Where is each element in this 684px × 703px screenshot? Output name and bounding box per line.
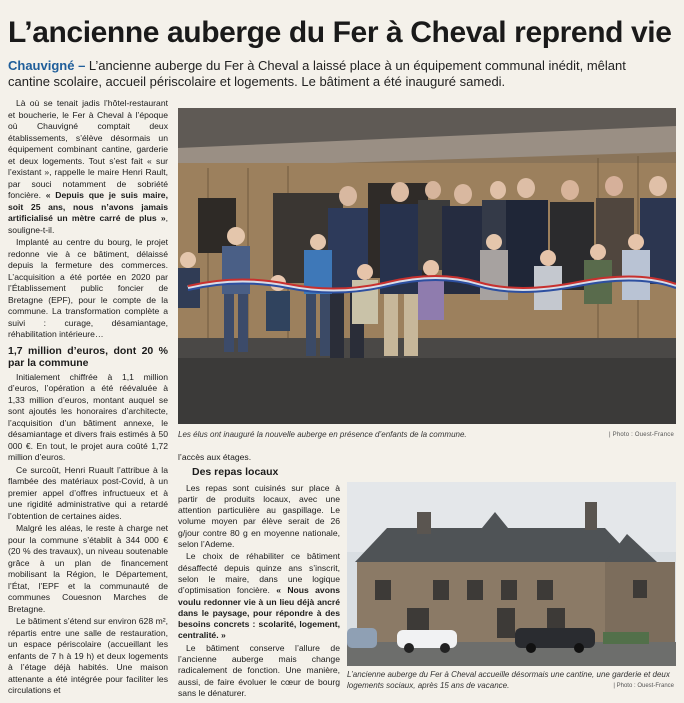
paragraph: Ce surcoût, Henri Ruault l’attribue à la flambée des matériaux post-Covid, à un premier appel d’offres infructueux et à une rigidité administrative qui a retardé l’obtention de certaines aides. xyxy=(8,464,168,521)
paragraph: Le bâtiment s’étend sur environ 628 m², répartis entre une salle de restauration, un espace périscolaire (accueillant les enfants de 7 h à 19 h) et deux logements à l’étage déjà habités. Une maison attenante a été intégrée pour faciliter les circulations et xyxy=(8,616,168,695)
paragraph: Le choix de réhabiliter ce bâtiment désaffecté depuis quinze ans s’inscrit, selon le maire, dans une logique d’optimisation foncière. « Nous avons voulu redonner vie à un lieu déjà ancré dans le paysage, pour répondre à des besoins concrets : scolarité, logement, centralité. » xyxy=(178,551,340,641)
section-subhead: Des repas locaux xyxy=(192,466,279,479)
middle-text-column xyxy=(178,452,340,703)
inauguration-photo xyxy=(178,108,676,424)
building-photo-credit: | Photo : Ouest-France xyxy=(613,683,674,689)
section-subhead: 1,7 million d’euros, dont 20 % par la commune xyxy=(8,344,168,369)
paragraph: Initialement chiffrée à 1,1 million d’euros, l’opération a été réévaluée à 1,33 million d’euros, montant auquel se sont ajoutés les honoraires d’architecte, l’acquisition d’un bâtiment annexe, le désamiantage et divers frais estimés à 50 000 €. En tout, le projet aura coûté 1,72 million d’euros. xyxy=(8,371,168,462)
mayor-quote: « Depuis que je suis maire, soit 25 ans, nous n’avons jamais artificialisé un mètre carré de plus » xyxy=(8,190,168,223)
inauguration-photo-credit: | Photo : Ouest-France xyxy=(609,432,674,438)
article-lead xyxy=(8,58,658,90)
dateline-town: Chauvigné – xyxy=(8,58,86,73)
building-photo xyxy=(347,482,676,666)
paragraph: Là où se tenait jadis l’hôtel-restaurant et boucherie, le Fer à Cheval à l’époque où Chauvigné comptait deux établissements, s’élève désormais un équipement combinant cantine, garderie et deux logements. Tout s’est fait « sur l’existant », rappelle le maire Henri Rault, par souci notamment de sobriété foncière. « Depuis que je suis maire, soit 25 ans, nous n’avons jamais artificialisé un mètre carré de plus », souligne-t-il. xyxy=(8,98,168,235)
lead-text: L’ancienne auberge du Fer à Cheval a laissé place à un équipement communal inédit, mêlant cantine scolaire, accueil périscolaire et logements. Le bâtiment a été inauguré samedi. xyxy=(8,58,626,89)
inauguration-photo-caption: Les élus ont inauguré la nouvelle auberge en présence d’enfants de la commune. xyxy=(178,430,467,439)
left-text-column xyxy=(8,98,168,703)
paragraph: Implanté au centre du bourg, le projet redonne vie à ce bâtiment, délaissé depuis la fermeture des commerces. L’acquisition a été portée en 2020 par l’Établissement public foncier de Bretagne (EPF), pour le compte de la commune. La transformation complète a suivi : curage, désamiantage, réhabilitation intérieure… xyxy=(8,237,168,339)
building-photo-caption: L’ancienne auberge du Fer à Cheval accueille désormais une cantine, une garderie et deux logements sociaux, après 15 ans de vacance. xyxy=(347,670,670,690)
paragraph: l’accès aux étages. xyxy=(178,452,252,462)
paragraph: Le bâtiment conserve l’allure de l’ancienne auberge mais change radicalement de fonction. Une manière, aussi, de faire évoluer le cœur de bourg sans le dénaturer. xyxy=(178,642,340,698)
paragraph: Les repas sont cuisinés sur place à partir de produits locaux, avec une attention particulière au gaspillage. Le volume moyen par élève serait de 26 g/jour contre 80 g en moyenne nationale, selon l’Ademe. xyxy=(178,482,340,550)
article-headline: L’ancienne auberge du Fer à Cheval reprend vie xyxy=(8,16,672,49)
mayor-quote: « Nous avons voulu redonner vie à un lieu déjà ancré dans le paysage, pour répondre à des besoins concrets : scolarité, logement, centralité. » xyxy=(178,585,340,641)
paragraph: Malgré les aléas, le reste à charge net pour la commune s’établit à 344 000 € (20 % des travaux), un niveau soutenable grâce à un plan de financement mobilisant la Région, le Département, l’État, l’EPF et la communauté de communes Couesnon Marches de Bretagne. xyxy=(8,523,168,614)
